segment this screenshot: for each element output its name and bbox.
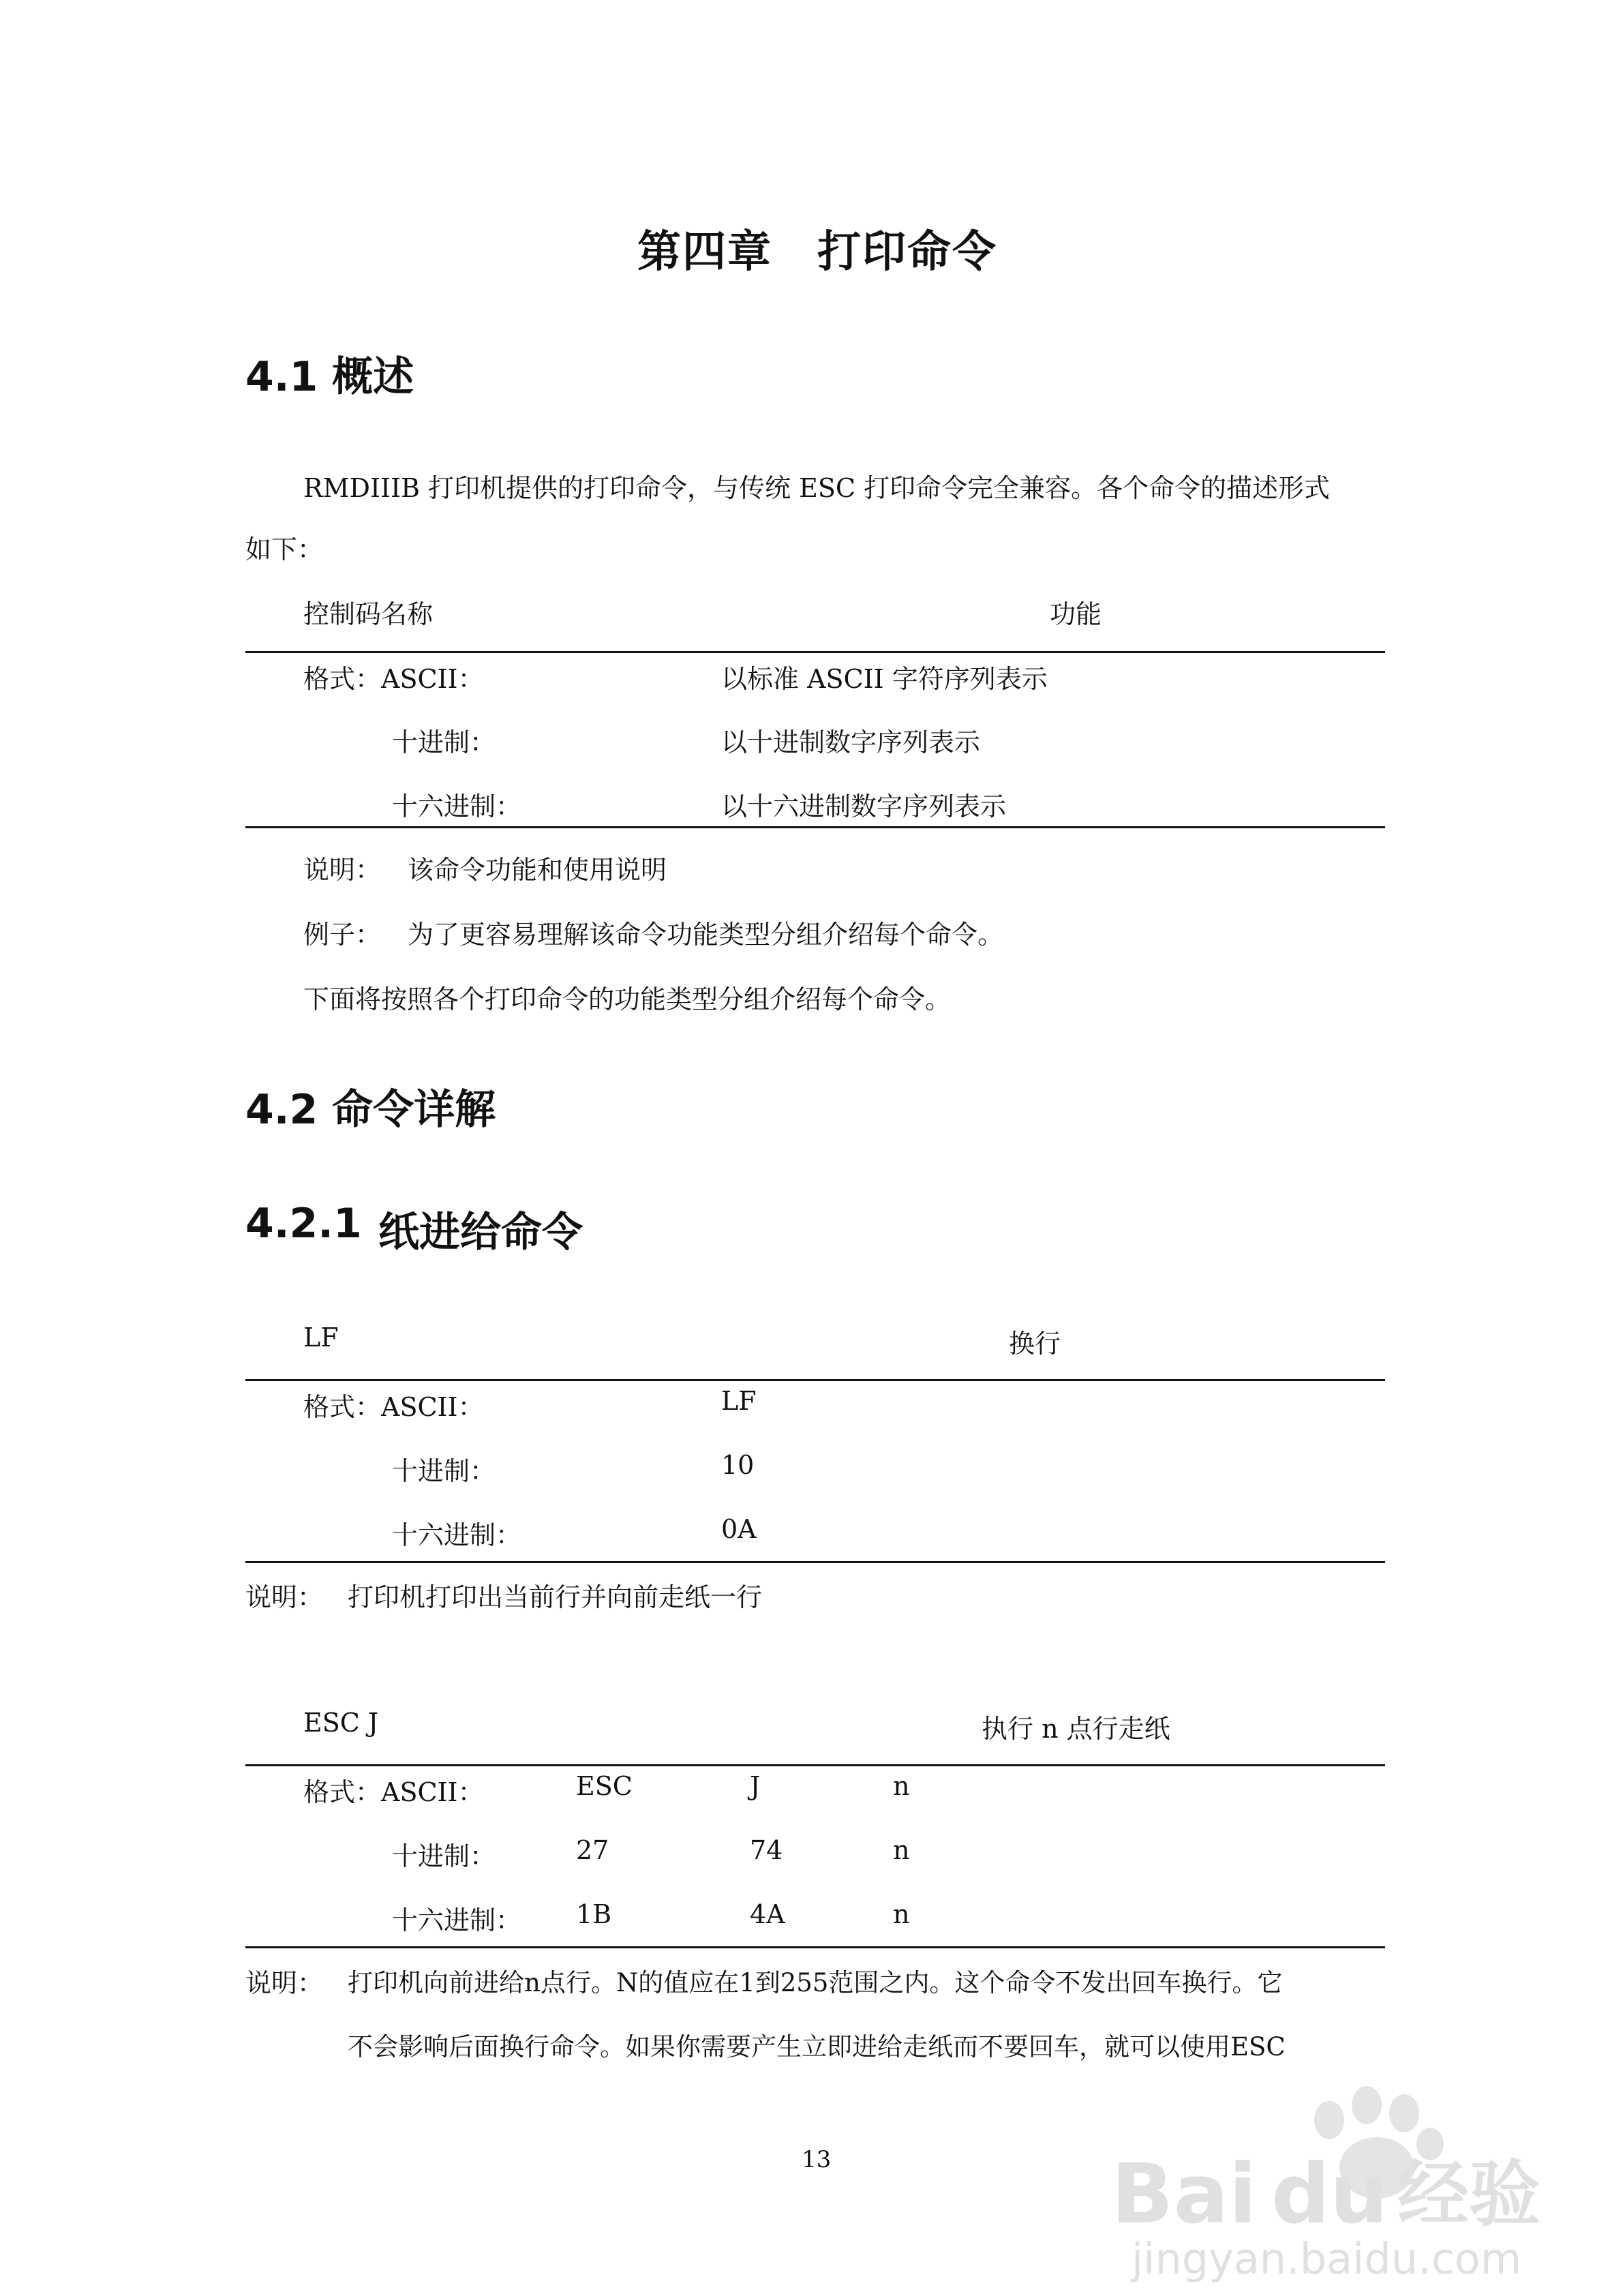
escj-c3-ascii: n: [893, 1771, 910, 1801]
closing-paragraph: 下面将按照各个打印命令的功能类型分组介绍每个命令。: [303, 984, 952, 1014]
lf-label-decimal: 十进制：: [392, 1456, 496, 1486]
escj-c2-hex: 4A: [750, 1899, 785, 1929]
example-label: 例子：: [303, 920, 382, 950]
description-text: 该命令功能和使用说明: [408, 855, 667, 885]
example-text: 为了更容易理解该命令功能类型分组介绍每个命令。: [408, 920, 1004, 950]
intro-paragraph-line-2: 如下：: [245, 534, 324, 564]
svg-text:jingyan.baidu.com: jingyan.baidu.com: [1132, 2234, 1522, 2284]
section-4-2-1-number: 4.2.1: [245, 1200, 362, 1248]
section-4-2-heading: 4.2 命令详解: [245, 1086, 496, 1134]
baidu-jingyan-watermark: [1104, 2072, 1595, 2284]
section-4-2-1-title: 纸进给命令: [378, 1209, 583, 1256]
description-label: 说明：: [303, 855, 382, 885]
escj-c1-ascii: ESC: [576, 1771, 633, 1801]
lf-description-text: 打印机打印出当前行并向前走纸一行: [348, 1582, 763, 1612]
format-value-hex: 以十六进制数字序列表示: [721, 791, 1007, 821]
lf-value-ascii: LF: [721, 1386, 757, 1416]
chapter-title: 第四章 打印命令: [637, 226, 997, 277]
table-header-function: 功能: [1050, 599, 1102, 629]
table-rule: [245, 826, 1385, 828]
escj-label-hex: 十六进制：: [392, 1905, 522, 1935]
escj-c2-decimal: 74: [750, 1835, 783, 1865]
format-value-decimal: 以十进制数字序列表示: [721, 727, 981, 757]
command-name-esc-j: ESC J: [303, 1708, 379, 1738]
escj-label-decimal: 十进制：: [392, 1841, 496, 1871]
format-label-decimal: 十进制：: [392, 727, 496, 757]
escj-c2-ascii: J: [750, 1771, 761, 1801]
escj-label-ascii: 格式：ASCII：: [303, 1777, 484, 1807]
escj-c1-decimal: 27: [576, 1835, 609, 1865]
svg-text:du: du: [1271, 2147, 1389, 2242]
escj-description-label: 说明：: [245, 1968, 324, 1998]
table-rule: [245, 1379, 1385, 1381]
escj-description-line-2: 不会影响后面换行命令。如果你需要产生立即进给走纸而不要回车，就可以使用ESC: [348, 2032, 1286, 2061]
format-label-ascii: 格式：ASCII：: [303, 664, 484, 694]
lf-value-hex: 0A: [721, 1514, 757, 1544]
table-rule: [245, 651, 1385, 653]
command-name-lf: LF: [303, 1323, 339, 1353]
command-function-esc-j: 执行 n 点行走纸: [982, 1714, 1170, 1744]
section-4-1-heading: 4.1 概述: [245, 353, 414, 401]
lf-label-hex: 十六进制：: [392, 1520, 522, 1550]
intro-paragraph-line-1: RMDIIIB 打印机提供的打印命令，与传统 ESC 打印命令完全兼容。各个命令的描述形式: [303, 473, 1331, 503]
lf-label-ascii: 格式：ASCII：: [303, 1392, 484, 1422]
escj-c1-hex: 1B: [576, 1899, 612, 1929]
command-function-lf: 换行: [1009, 1329, 1061, 1359]
svg-text:经验: 经验: [1397, 2153, 1541, 2236]
format-label-hex: 十六进制：: [392, 791, 522, 821]
escj-c3-hex: n: [893, 1899, 910, 1929]
lf-value-decimal: 10: [721, 1450, 755, 1480]
escj-c3-decimal: n: [893, 1835, 910, 1865]
table-rule: [245, 1764, 1385, 1766]
format-value-ascii: 以标准 ASCII 字符序列表示: [721, 664, 1048, 694]
table-rule: [245, 1946, 1385, 1948]
escj-description-line-1: 打印机向前进给n点行。N的值应在1到255范围之内。这个命令不发出回车换行。它: [348, 1968, 1283, 1997]
lf-description-label: 说明：: [245, 1582, 324, 1612]
table-rule: [245, 1561, 1385, 1563]
page-number: 13: [802, 2146, 832, 2173]
svg-text:Bai: Bai: [1111, 2147, 1257, 2242]
table-header-name: 控制码名称: [303, 599, 434, 629]
